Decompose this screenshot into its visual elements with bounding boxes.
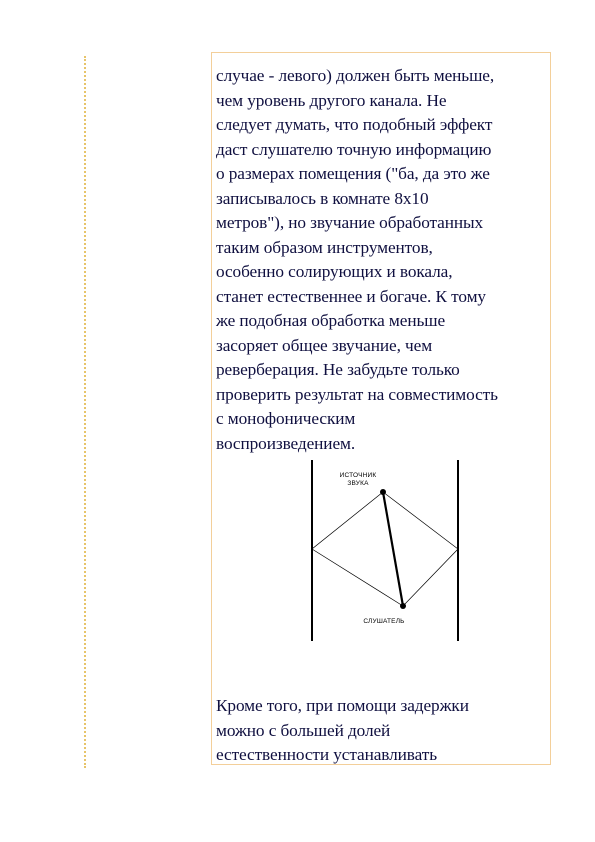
text-line: о размерах помещения ("ба, да это же (216, 164, 490, 183)
listener-label: СЛУШАТЕЛЬ (363, 618, 405, 625)
text-line: засоряет общее звучание, чем (216, 335, 433, 355)
right-reflection-path (383, 492, 458, 606)
paragraph-1 (216, 64, 550, 456)
text-line: записывалось в комнате 8х10 (216, 188, 429, 208)
text-line: воспроизведением. (216, 433, 356, 453)
text-line: следует думать, что подобный эффект (216, 115, 493, 134)
text-line: же подобная обработка меньше (216, 311, 446, 330)
text-line: с монофоническим (216, 409, 356, 428)
text-line: проверить результат на совместимость (216, 384, 498, 404)
paragraph-2 (216, 694, 550, 768)
text-line: чем уровень другого канала. Не (216, 90, 447, 110)
source-label-line-2: ЗВУКА (347, 480, 369, 487)
text-line: метров"), но звучание обработанных (216, 213, 484, 232)
text-line: таким образом инструментов, (216, 237, 433, 257)
text-line: станет естественнее и богаче. К тому (216, 286, 486, 306)
text-line: особенно солирующих и вокала, (216, 262, 453, 281)
text-line: даст слушателю точную информацию (216, 139, 492, 159)
listener-dot (400, 603, 406, 609)
text-line: можно с большей долей (216, 720, 391, 740)
left-margin-rule (84, 56, 86, 768)
direct-sound-path (383, 492, 403, 606)
text-line: случае - левого) должен быть меньше, (216, 66, 495, 85)
sound-source-dot (380, 489, 386, 495)
source-label-line-1: ИСТОЧНИК (339, 472, 377, 479)
room-reflection-diagram (300, 455, 470, 645)
text-line: Кроме того, при помощи задержки (216, 696, 469, 715)
text-line: реверберация. Не забудьте только (216, 360, 460, 379)
text-line: естественности устанавливать (216, 745, 437, 764)
left-reflection-path (312, 492, 403, 606)
